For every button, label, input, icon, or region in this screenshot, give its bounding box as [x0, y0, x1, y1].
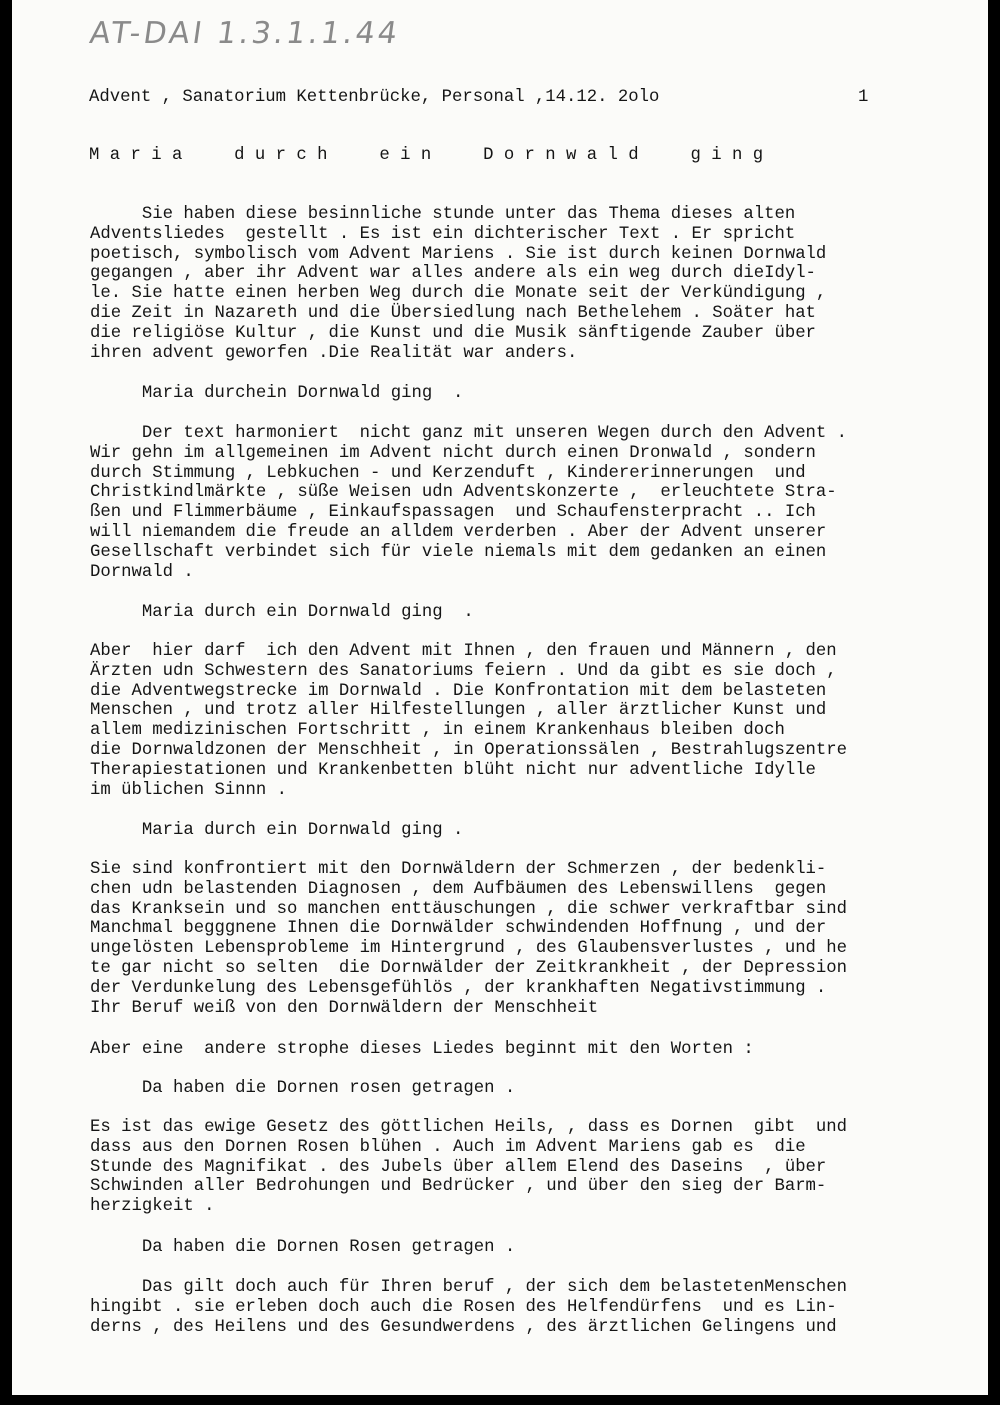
text-line: Schwinden aller Bedrohungen und Bedrücker , und über den sieg der Barm-: [90, 1177, 827, 1197]
text-line: Menschen , und trotz aller Hilfestellungen , aller ärztlicher Kunst und: [90, 701, 827, 721]
text-line: will niemandem die freude an alldem verderben . Aber der Advent unserer: [90, 522, 827, 542]
text-line: Maria durchein Dornwald ging .: [90, 384, 464, 403]
text-line: Manchmal begggnene Ihnen die Dornwälder schwindenden Hoffnung , und der: [90, 919, 827, 939]
text-line: Sie haben diese besinnliche stunde unter das Thema dieses alten: [90, 205, 796, 224]
text-line: herzigkeit .: [90, 1197, 215, 1217]
paragraph: [90, 1278, 847, 1337]
text-line: das Kranksein und so manchen enttäuschungen , die schwer verkraftbar sind: [90, 899, 848, 919]
paragraph: [90, 821, 463, 841]
text-line: Da haben die Dornen Rosen getragen .: [90, 1238, 516, 1257]
paragraph: [90, 860, 847, 1018]
text-line: ihren advent geworfen .Die Realität war anders.: [90, 343, 578, 363]
paragraph: [90, 642, 847, 800]
text-line: Adventsliedes gestellt . Es ist ein dichterischer Text . Er spricht: [90, 224, 796, 244]
text-line: Therapiestationen und Krankenbetten blüht nicht nur adventliche Idylle: [90, 760, 816, 780]
text-line: die Dornwaldzonen der Menschheit , in Operationssälen , Bestrahlugszentre: [90, 740, 848, 760]
text-line: Maria durch ein Dornwald ging .: [90, 603, 474, 622]
text-line: Sie sind konfrontiert mit den Dornwäldern der Schmerzen , der bedenkli-: [90, 860, 827, 879]
text-line: die Adventwegstrecke im Dornwald . Die Konfrontation mit dem belasteten: [90, 681, 827, 701]
text-line: dass aus den Dornen Rosen blühen . Auch im Advent Mariens gab es die: [90, 1137, 806, 1157]
text-line: Ärzten udn Schwestern des Sanatoriums feiern . Und da gibt es sie doch ,: [90, 661, 837, 681]
text-line: le. Sie hatte einen herben Weg durch die Monate seit der Verkündigung ,: [90, 284, 827, 304]
text-line: Ihr Beruf weiß von den Dornwäldern der Menschheit: [90, 998, 599, 1018]
text-line: die religiöse Kultur , die Kunst und die Musik sänftigende Zauber über: [90, 323, 816, 343]
document-page: [12, 0, 988, 1395]
text-line: Stunde des Magnifikat . des Jubels über allem Elend des Daseins , über: [90, 1157, 827, 1177]
text-line: Der text harmoniert nicht ganz mit unseren Wegen durch den Advent .: [90, 424, 848, 443]
paragraph: [90, 205, 826, 363]
document-title: M a r i a d u r c h e i n D o r n w a l d g i n g: [89, 146, 764, 165]
text-line: poetisch, symbolisch vom Advent Mariens . Sie ist durch keinen Dornwald: [90, 244, 827, 264]
text-line: allem medizinischen Fortschritt , in einem Krankenhaus bleiben doch: [90, 721, 785, 741]
page-number: 1: [858, 88, 869, 107]
text-line: im üblichen Sinnn .: [90, 780, 288, 800]
text-line: gegangen , aber ihr Advent war alles andere als ein weg durch dieIdyl-: [90, 264, 816, 284]
paragraph: [90, 603, 474, 623]
text-line: Dornwald .: [90, 562, 194, 582]
paragraph: [90, 1238, 515, 1258]
header-line: Advent , Sanatorium Kettenbrücke, Personal ,14.12. 2olo: [89, 88, 660, 107]
paragraph: [90, 1118, 847, 1217]
paragraph: [90, 1040, 754, 1060]
text-line: derns , des Heilens und des Gesundwerdens , des ärztlichen Gelingens und: [90, 1317, 837, 1337]
text-line: te gar nicht so selten die Dornwälder der Zeitkrankheit , der Depression: [90, 958, 848, 978]
text-line: Aber hier darf ich den Advent mit Ihnen , den frauen und Männern , den: [90, 642, 837, 661]
text-line: Es ist das ewige Gesetz des göttlichen Heils, , dass es Dornen gibt und: [90, 1118, 848, 1137]
paragraph: [90, 424, 847, 582]
text-line: Maria durch ein Dornwald ging .: [90, 821, 464, 840]
paragraph: [90, 1079, 515, 1099]
paragraph: [90, 384, 463, 404]
archive-id-handwritten: AT-DAI 1.3.1.1.44: [87, 16, 403, 51]
text-line: Das gilt doch auch für Ihren beruf , der sich dem belastetenMenschen: [90, 1278, 848, 1297]
text-line: durch Stimmung , Lebkuchen - und Kerzenduft , Kindererinnerungen und: [90, 463, 806, 483]
text-line: Wir gehn im allgemeinen im Advent nicht durch einen Dronwald , sondern: [90, 443, 816, 463]
text-line: ßen und Flimmerbäume , Einkaufspassagen und Schaufensterpracht .. Ich: [90, 503, 816, 523]
text-line: chen udn belastenden Diagnosen , dem Aufbäumen des Lebenswillens gegen: [90, 879, 827, 899]
text-line: hingibt . sie erleben doch auch die Rosen des Helfendürfens und es Lin-: [90, 1297, 837, 1317]
text-line: Aber eine andere strophe dieses Liedes beginnt mit den Worten :: [90, 1040, 754, 1059]
text-line: der Verdunkelung des Lebensgefühlös , der krankhaften Negativstimmung .: [90, 978, 827, 998]
text-line: Gesellschaft verbindet sich für viele niemals mit dem gedanken an einen: [90, 542, 827, 562]
text-line: Christkindlmärkte , süße Weisen udn Adventskonzerte , erleuchtete Stra-: [90, 483, 837, 503]
text-line: Da haben die Dornen rosen getragen .: [90, 1079, 516, 1098]
text-line: ungelösten Lebensprobleme im Hintergrund , des Glaubensverlustes , und he: [90, 939, 848, 959]
text-line: die Zeit in Nazareth und die Übersiedlung nach Bethelehem . Soäter hat: [90, 303, 816, 323]
